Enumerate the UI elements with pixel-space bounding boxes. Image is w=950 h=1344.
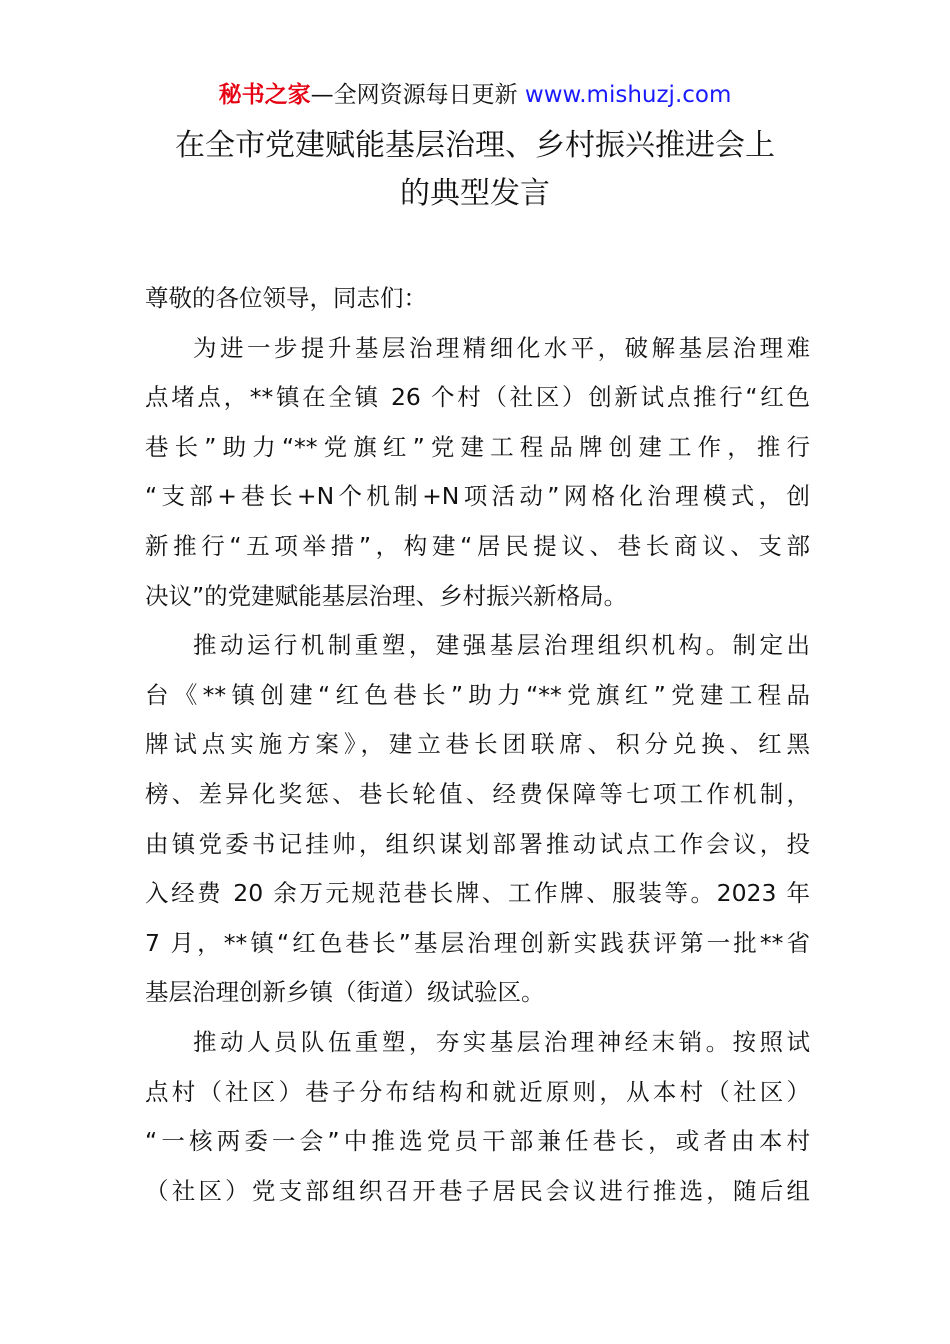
site-brand: 秘书之家 — [218, 82, 311, 108]
text-line: 推动运行机制重塑，建强基层治理组织机构。制定出 — [193, 631, 810, 660]
text-line: 榜、差异化奖惩、巷长轮值、经费保障等七项工作机制， — [145, 779, 810, 808]
site-tagline: —全网资源每日更新 — [310, 82, 525, 108]
text-line: 7 月，**镇“红色巷长”基层治理创新实践获评第一批**省 — [145, 928, 810, 957]
text-line: 推动人员队伍重塑，夯实基层治理神经末销。按照试 — [193, 1027, 810, 1056]
text-line: 牌试点实施方案》，建立巷长团联席、积分兑换、红黑 — [145, 730, 810, 759]
paragraph — [145, 324, 810, 622]
text-line: 点村（社区）巷子分布结构和就近原则，从本村（社区） — [145, 1077, 810, 1106]
text-line: 入经费 20 余万元规范巷长牌、工作牌、服装等。2023 年 — [145, 879, 810, 908]
text-line: 新推行“五项举措”，构建“居民提议、巷长商议、支部 — [145, 531, 810, 560]
salutation: 尊敬的各位领导，同志们： — [145, 284, 427, 312]
site-header — [0, 78, 950, 112]
text-line: 巷长”助力“**党旗红”党建工程品牌创建工作，推行 — [145, 432, 810, 461]
document-body — [145, 274, 810, 1216]
document-title-line: 在全市党建赋能基层治理、乡村振兴推进会上 — [175, 128, 775, 163]
text-line: 为进一步提升基层治理精细化水平，破解基层治理难 — [193, 333, 810, 362]
text-line: 台《**镇创建“红色巷长”助力“**党旗红”党建工程品 — [145, 680, 810, 709]
paragraph — [145, 1018, 810, 1216]
paragraph — [145, 621, 810, 1018]
site-url-link[interactable]: www.mishuzj.com — [524, 82, 732, 108]
text-line: 决议”的党建赋能基层治理、乡村振兴新格局。 — [145, 581, 628, 610]
document-title-line: 的典型发言 — [400, 176, 550, 211]
text-line: “支部+巷长+N个机制+N项活动”网格化治理模式，创 — [145, 482, 810, 511]
text-line: （社区）党支部组织召开巷子居民会议进行推选，随后组 — [145, 1176, 810, 1205]
text-line: “一核两委一会”中推选党员干部兼任巷长，或者由本村 — [145, 1127, 810, 1156]
text-line: 由镇党委书记挂帅，组织谋划部署推动试点工作会议，投 — [145, 829, 810, 858]
document-title — [100, 122, 850, 218]
text-line: 点堵点，**镇在全镇 26 个村（社区）创新试点推行“红色 — [145, 383, 810, 412]
text-line: 基层治理创新乡镇（街道）级试验区。 — [145, 978, 545, 1007]
